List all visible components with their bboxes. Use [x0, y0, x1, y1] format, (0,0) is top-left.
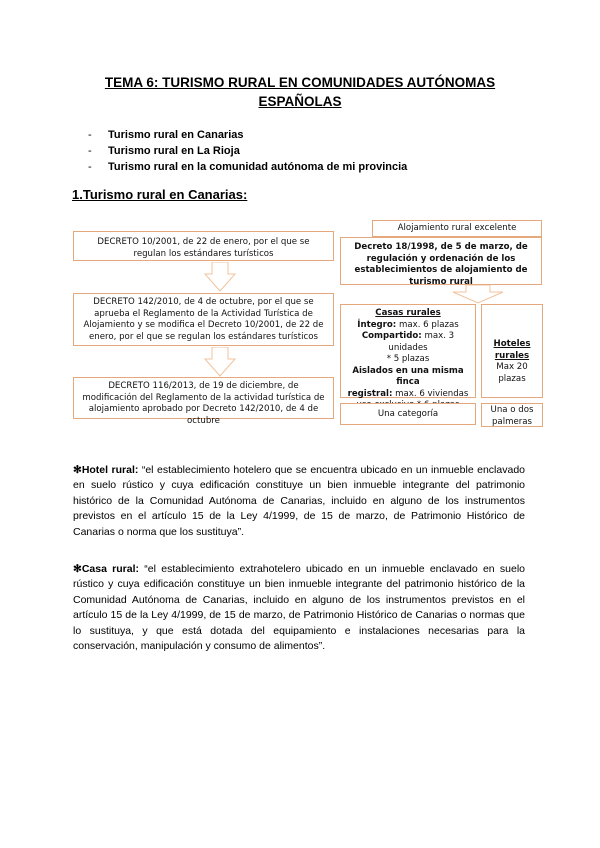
topic-item: - Turismo rural en La Rioja [88, 143, 407, 159]
una-categoria-box [340, 403, 476, 425]
hoteles-rurales-title: Hoteles rurales [493, 339, 531, 361]
casas-rurales-title: Casas rurales [375, 308, 441, 318]
title-line-2: ESPAÑOLAS [258, 94, 342, 109]
hotel-rural-definition [73, 463, 525, 540]
una-o-dos-palmeras-text: Una o dos palmeras [490, 405, 534, 427]
una-categoria-text: Una categoría [377, 409, 439, 419]
decree-1998-box [340, 237, 542, 285]
casas-rurales-box [340, 304, 476, 398]
title-line-1: TEMA 6: TURISMO RURAL EN COMUNIDADES AUTÓNOMAS [104, 75, 496, 90]
hoteles-rurales-max: Max 20 plazas [496, 362, 528, 384]
decree-2010-text: DECRETO 142/2010, de 4 de octubre, por el que se aprueba el Reglamento de la Actividad Turística de Alojamiento y se modifica el Decreto 10/2001, de 22 de enero, por el que se regulan los estándares turísticos [83, 297, 324, 342]
decree-2013-box [73, 377, 334, 426]
asterisk-icon: ✻ [73, 563, 82, 575]
topic-item: - Turismo rural en la comunidad autónoma de mi provincia [88, 159, 407, 175]
decree-2013-text: DECRETO 116/2013, de 19 de diciembre, de modificación del Reglamento de la actividad turística de alojamiento aprobado por Decreto 142/2010, de 4 de octubre [82, 381, 325, 426]
hotel-rural-text: “el establecimiento hotelero que se encuentra ubicado en un inmueble enclavado en suelo rústico y cuya edificación constituye un bien inmueble integrante del patrimonio histórico de la Comunidad Autónoma de Canarias, incluido en alguno de los instrumentos previstos en el artículo 15 de la Ley 4/1999, de 15 de marzo, de Patrimonio Histórico de Canarias o norma que los sustituya”. [73, 464, 525, 538]
casa-rural-definition [73, 562, 525, 654]
hotel-rural-label: Hotel rural: [81, 464, 139, 476]
excellent-accommodation-box [372, 220, 542, 237]
hoteles-rurales-box [481, 304, 543, 398]
down-arrow-icon [452, 285, 504, 304]
decree-2010-box [73, 293, 334, 346]
casas-compartido: Compartido: max. 3 unidades [361, 331, 455, 353]
casas-integro: Íntegro: max. 6 plazas [357, 319, 459, 330]
decree-2001-text: DECRETO 10/2001, de 22 de enero, por el que se regulan los estándares turísticos [97, 237, 310, 259]
casas-registral: registral: max. 6 viviendas [347, 388, 469, 399]
down-arrow-icon [204, 347, 236, 377]
topic-item: - Turismo rural en Canarias [88, 127, 407, 143]
down-arrow-icon [204, 262, 236, 292]
section-heading: 1.Turismo rural en Canarias: [72, 187, 248, 202]
excellent-accommodation-label: Alojamiento rural excelente [397, 223, 517, 233]
casa-rural-text: “el establecimiento extrahotelero ubicado en un inmueble enclavado en suelo rústico y cuya edificación constituye un bien inmueble integrante del patrimonio histórico de la Comunidad Autónoma de Canarias, incluido en alguno de los instrumentos previstos en el artículo 15 de la Ley 4/1999, de 15 de marzo, de Patrimonio Histórico de Canarias o normas que lo sustituya, y que está dotada del equipamiento e instalaciones necesarias para la conservación, manipulación y consumo de alimentos”. [73, 563, 525, 653]
casa-rural-label: Casa rural: [81, 563, 140, 575]
topic-list [88, 127, 407, 175]
asterisk-icon: ✻ [73, 464, 82, 476]
page-title [60, 73, 540, 111]
casas-plazas: * 5 plazas [386, 354, 430, 364]
una-o-dos-palmeras-box [481, 403, 543, 427]
decree-1998-text: Decreto 18/1998, de 5 de marzo, de regulación y ordenación de los establecimientos de alojamiento de turismo rural [354, 242, 528, 287]
casas-aislados: Aislados en una misma finca [352, 365, 464, 387]
decree-2001-box [73, 231, 334, 261]
